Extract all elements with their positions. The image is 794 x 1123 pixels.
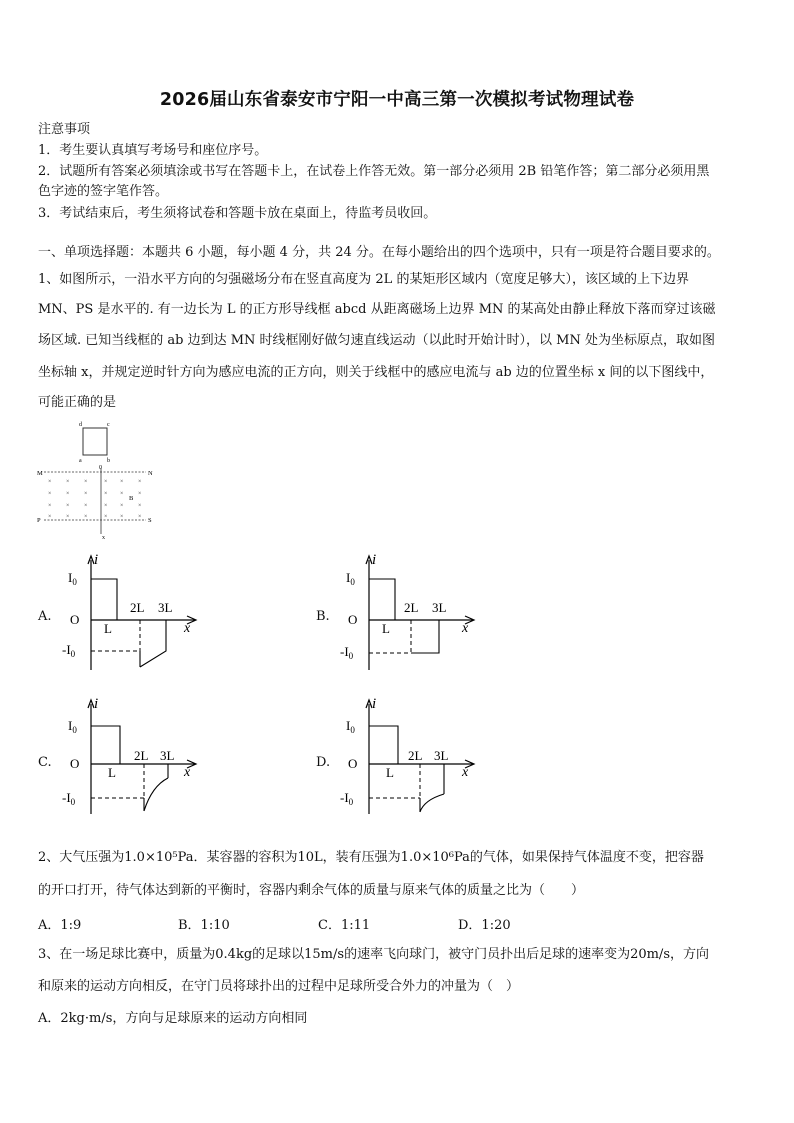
svg-text:×: × xyxy=(48,491,52,497)
option-c-label[interactable]: C. xyxy=(38,755,52,770)
tick-label-l: L xyxy=(386,765,394,780)
label-n: N xyxy=(148,470,153,477)
i0-label: $I_0$ xyxy=(346,570,355,587)
axis-label-x: x xyxy=(102,535,105,541)
question-1-line: MN、PS 是水平的. 有一边长为 L 的正方形导线框 abcd 从距离磁场上边界 MN 的某高处由静止释放下落而穿过该磁 xyxy=(38,302,716,317)
i-label: i xyxy=(372,696,377,712)
svg-text:×: × xyxy=(66,491,70,497)
i-label: i xyxy=(94,696,99,712)
option-b-label[interactable]: B. xyxy=(316,609,330,624)
neg-i0-label: $-I_0$ xyxy=(62,790,76,807)
tick-label-l: L xyxy=(104,621,112,636)
label-p: P xyxy=(37,517,41,524)
graph-option-a xyxy=(60,550,210,675)
notice-item: 1．考生要认真填写考场号和座位序号。 xyxy=(38,143,268,158)
svg-text:×: × xyxy=(120,479,124,485)
corner-label-d: d xyxy=(79,422,82,428)
corner-label-a: a xyxy=(79,458,82,464)
svg-text:×: × xyxy=(138,491,142,497)
svg-text:×: × xyxy=(104,503,108,509)
tick-label-2l: 2L xyxy=(408,748,423,763)
tick-label-2l: 2L xyxy=(134,748,149,763)
i-label: i xyxy=(372,552,377,568)
tick-label-3l: 3L xyxy=(158,600,173,615)
svg-text:×: × xyxy=(138,503,142,509)
x-label: x xyxy=(184,765,191,780)
question-2-line: 2、大气压强为1.0×10⁵Pa．某容器的容积为10L，装有压强为1.0×10⁶Pa的气体，如果保持气体温度不变，把容器 xyxy=(38,850,704,865)
svg-text:×: × xyxy=(66,479,70,485)
svg-text:×: × xyxy=(84,479,88,485)
svg-text:×: × xyxy=(138,479,142,485)
notice-item: 3．考试结束后，考生须将试卷和答题卡放在桌面上，待监考员收回。 xyxy=(38,206,437,221)
question-1-line: 坐标轴 x，并规定逆时针方向为感应电流的正方向，则关于线框中的感应电流与 ab 边的位置坐标 x 间的以下图线中， xyxy=(38,365,714,380)
i0-label: $I_0$ xyxy=(68,570,77,587)
choice-a[interactable]: A．2kg·m/s，方向与足球原来的运动方向相同 xyxy=(38,1011,308,1026)
corner-label-b: b xyxy=(107,458,110,464)
current-segment-negative xyxy=(140,620,166,667)
x-label: x xyxy=(462,765,469,780)
option-d-label[interactable]: D. xyxy=(316,755,331,770)
neg-i0-label: $-I_0$ xyxy=(62,642,76,659)
choice-b[interactable]: B．1:10 xyxy=(178,918,230,933)
page-title: 2026届山东省泰安市宁阳一中高三第一次模拟考试物理试卷 xyxy=(159,90,635,110)
question-1-line: 可能正确的是 xyxy=(38,395,117,410)
neg-i0-label: $-I_0$ xyxy=(340,644,354,661)
field-crosses xyxy=(48,479,141,520)
svg-text:×: × xyxy=(48,503,52,509)
question-1-line: 1、如图所示，一沿水平方向的匀强磁场分布在竖直高度为 2L 的某矩形区域内（宽度足够大），该区域的上下边界 xyxy=(38,272,689,287)
svg-text:×: × xyxy=(48,479,52,485)
x-label: x xyxy=(184,621,191,636)
i0-label: $I_0$ xyxy=(346,718,355,735)
wire-frame xyxy=(83,428,107,455)
current-segment-positive xyxy=(91,579,117,620)
label-m: M xyxy=(37,470,43,477)
label-s: S xyxy=(148,517,152,524)
svg-text:×: × xyxy=(84,514,88,520)
svg-text:×: × xyxy=(84,491,88,497)
choice-d[interactable]: D．1:20 xyxy=(458,918,511,933)
svg-text:×: × xyxy=(120,514,124,520)
corner-label-c: c xyxy=(107,422,110,428)
tick-label-3l: 3L xyxy=(432,600,447,615)
question-2-line: 的开口打开，待气体达到新的平衡时，容器内剩余气体的质量与原来气体的质量之比为（ ） xyxy=(38,883,585,898)
svg-text:×: × xyxy=(84,503,88,509)
svg-text:×: × xyxy=(48,514,52,520)
field-label-b: B xyxy=(129,495,134,502)
origin-label: O xyxy=(348,756,358,771)
origin-label: 0 xyxy=(99,465,102,471)
choice-a[interactable]: A．1:9 xyxy=(38,918,82,933)
tick-label-l: L xyxy=(382,621,390,636)
svg-text:×: × xyxy=(138,514,142,520)
svg-text:×: × xyxy=(104,491,108,497)
notice-item: 色字迹的签字笔作答。 xyxy=(38,184,169,199)
origin-label: O xyxy=(70,756,80,771)
tick-label-2l: 2L xyxy=(130,600,145,615)
tick-label-3l: 3L xyxy=(434,748,449,763)
tick-label-3l: 3L xyxy=(160,748,175,763)
origin-label: O xyxy=(348,612,358,627)
svg-text:×: × xyxy=(66,514,70,520)
tick-label-l: L xyxy=(108,765,116,780)
magnetic-field-figure xyxy=(34,420,164,545)
section-heading: 一、单项选择题：本题共 6 小题，每小题 4 分，共 24 分。在每小题给出的四个选项中，只有一项是符合题目要求的。 xyxy=(38,245,720,260)
neg-i0-label: $-I_0$ xyxy=(340,790,354,807)
tick-label-2l: 2L xyxy=(404,600,419,615)
question-1-line: 场区域. 已知当线框的 ab 边到达 MN 时线框刚好做匀速直线运动（以此时开始计时），以 MN 处为坐标原点，取如图 xyxy=(38,333,716,348)
graph-option-d xyxy=(338,694,488,819)
svg-text:×: × xyxy=(104,514,108,520)
svg-text:×: × xyxy=(104,479,108,485)
question-2-choices xyxy=(38,914,760,933)
i-label: i xyxy=(94,552,99,568)
i0-label: $I_0$ xyxy=(68,718,77,735)
question-3-line: 3、在一场足球比赛中，质量为0.4kg的足球以15m/s的速率飞向球门，被守门员扑出后足球的速率变为20m/s，方向 xyxy=(38,947,709,962)
svg-text:×: × xyxy=(120,491,124,497)
notice-item: 2．试题所有答案必须填涂或书写在答题卡上，在试卷上作答无效。第一部分必须用 2B 铅笔作答；第二部分必须用黑 xyxy=(38,164,710,179)
choice-c[interactable]: C．1:11 xyxy=(318,918,371,933)
graph-option-c xyxy=(60,694,210,819)
svg-text:×: × xyxy=(120,503,124,509)
graph-option-b xyxy=(338,550,488,675)
notice-heading: 注意事项 xyxy=(38,122,91,137)
x-label: x xyxy=(462,621,469,636)
svg-text:×: × xyxy=(66,503,70,509)
question-3-line: 和原来的运动方向相反，在守门员将球扑出的过程中足球所受合外力的冲量为（ ） xyxy=(38,979,520,994)
origin-label: O xyxy=(70,612,80,627)
option-a-label[interactable]: A. xyxy=(38,609,52,624)
